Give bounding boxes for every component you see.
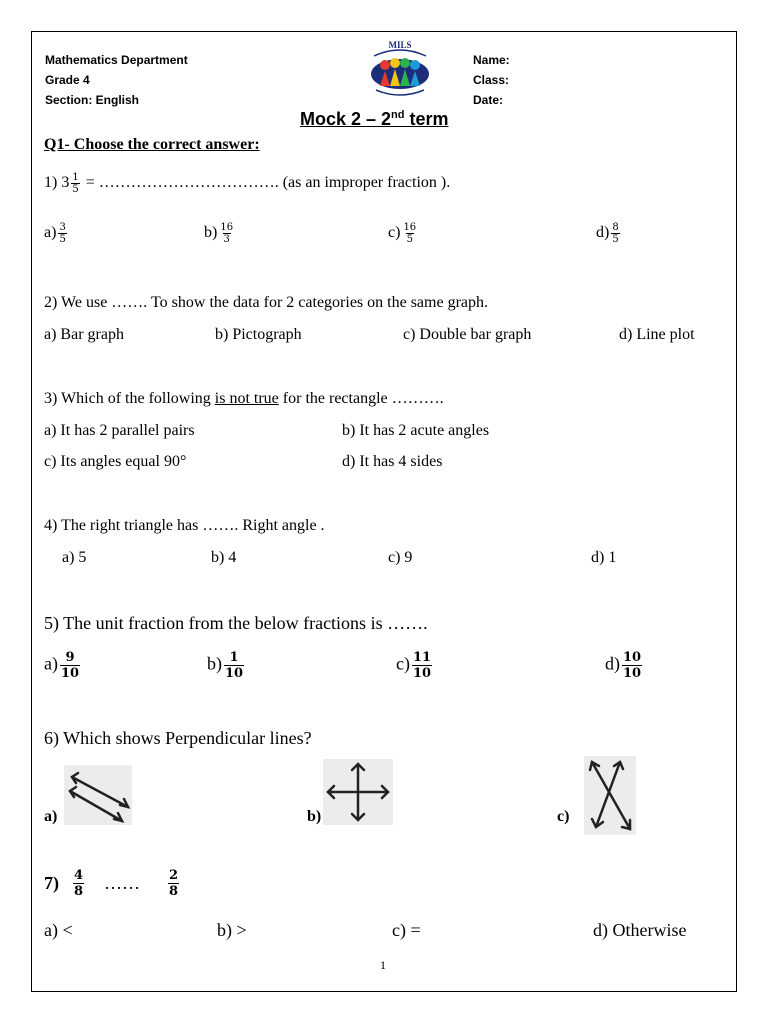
q1-option-b[interactable]: b) $\frac{16}{3}$ (204, 222, 234, 245)
q5-option-c[interactable]: c) $\frac{11}{10}$ (396, 650, 432, 681)
q4-option-a[interactable]: a) 5 (62, 549, 87, 566)
page-title: Mock 2 – 2nd term (300, 109, 449, 129)
q7-option-b[interactable]: b) > (217, 920, 247, 940)
q5-option-b[interactable]: b) $\frac{1}{10}$ (207, 650, 244, 681)
q4-option-d[interactable]: d) 1 (591, 549, 617, 566)
header-left (45, 50, 188, 110)
q1-option-c[interactable]: c) $\frac{16}{5}$ (388, 222, 417, 245)
school-logo (364, 40, 436, 98)
q3-option-c[interactable]: c) Its angles equal 90° (44, 453, 187, 470)
q7-option-c[interactable]: c) = (392, 920, 421, 940)
q2-option-b[interactable]: b) Pictograph (215, 326, 302, 343)
crossing-x-arrows-icon[interactable] (584, 756, 636, 835)
question-6: 6) Which shows Perpendicular lines? (44, 728, 312, 748)
q4-option-c[interactable]: c) 9 (388, 549, 413, 566)
question-4: 4) The right triangle has ……. Right angle . (44, 517, 325, 534)
q1-option-d[interactable]: d) $\frac{8}{5}$ (596, 222, 619, 245)
q1-option-a[interactable]: a) $\frac{3}{5}$ (44, 222, 66, 245)
q6-option-a-label[interactable]: a) (44, 808, 58, 825)
q3-option-b[interactable]: b) It has 2 acute angles (342, 422, 490, 439)
q2-option-d[interactable]: d) Line plot (619, 326, 695, 343)
four-way-cross-arrows-icon[interactable] (323, 759, 393, 825)
mixed-fraction: $\frac{1}{5}$ (72, 172, 79, 195)
question-3: 3) Which of the following is not true for the rectangle ………. (44, 390, 444, 407)
q4-option-b[interactable]: b) 4 (211, 549, 237, 566)
page-number: 1 (380, 958, 386, 972)
q7-option-a[interactable]: a) < (44, 920, 73, 940)
diagonal-parallel-arrows-icon[interactable] (64, 765, 132, 825)
q3-option-a[interactable]: a) It has 2 parallel pairs (44, 422, 195, 439)
name-label: Name: (473, 53, 510, 67)
q5-option-a[interactable]: a) $\frac{9}{10}$ (44, 650, 80, 681)
header-right (473, 50, 510, 110)
question-1: 1) 3 $\frac{1}{5}$ = ……………………………. (as an improper fraction ). (44, 172, 451, 195)
q6-option-c-label[interactable]: c) (557, 808, 570, 825)
q6-option-b-label[interactable]: b) (307, 808, 322, 825)
q2-option-a[interactable]: a) Bar graph (44, 326, 124, 343)
question-7: 7) $\frac{4}{8}$ …… $\frac{2}{8}$ (44, 868, 179, 899)
question-2: 2) We use ……. To show the data for 2 categories on the same graph. (44, 294, 488, 311)
class-label: Class: (473, 73, 510, 87)
department-label: Mathematics Department (45, 53, 188, 67)
section-label: Section: English (45, 93, 140, 107)
svg-text:MILS: MILS (388, 40, 412, 50)
q7-option-d[interactable]: d) Otherwise (593, 920, 687, 940)
q2-option-c[interactable]: c) Double bar graph (403, 326, 532, 343)
q5-option-d[interactable]: d) $\frac{10}{10}$ (605, 650, 642, 681)
q3-option-d[interactable]: d) It has 4 sides (342, 453, 443, 470)
question-5: 5) The unit fraction from the below fractions is ……. (44, 613, 428, 633)
grade-label: Grade 4 (45, 73, 90, 87)
date-label: Date: (473, 93, 504, 107)
q1-heading: Q1- Choose the correct answer: (44, 136, 260, 153)
